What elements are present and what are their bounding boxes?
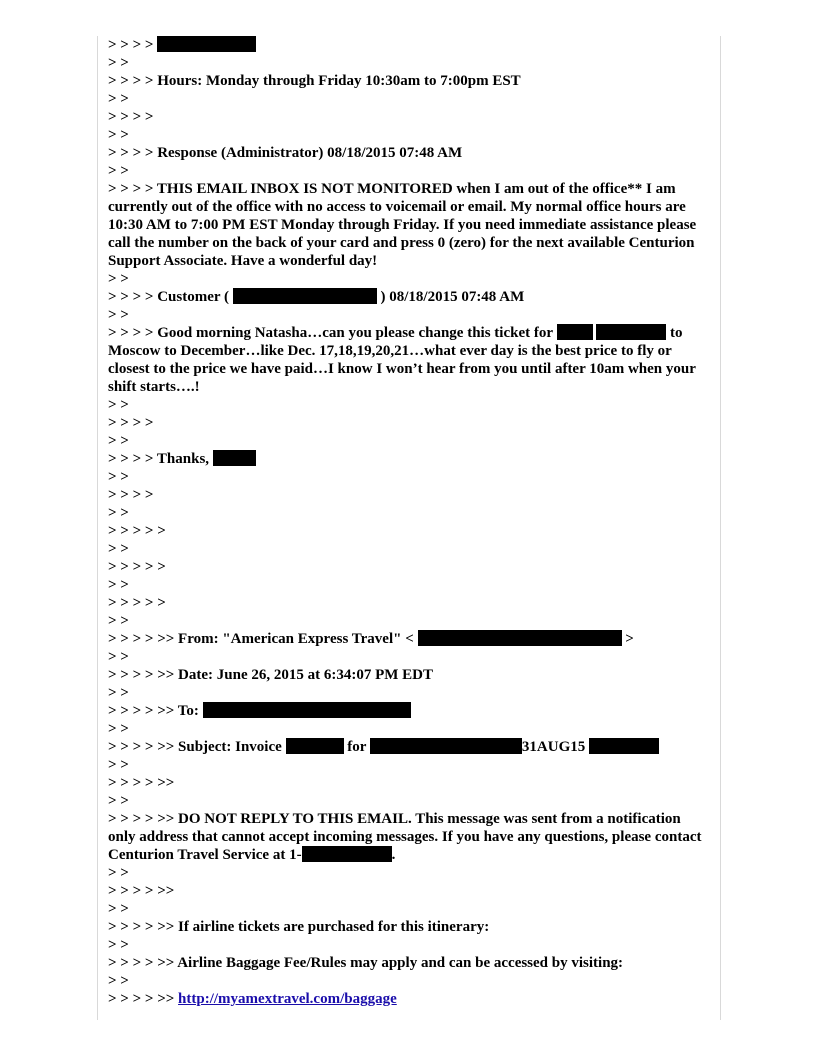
quote-line: > > [108, 577, 129, 593]
quote-line: > > [108, 649, 129, 665]
quote-line: > > [108, 793, 129, 809]
quote-line: > > [108, 271, 129, 287]
quote-line: > > > > > [108, 559, 166, 575]
redaction-block [370, 738, 522, 754]
quote-line: > > > > > [108, 595, 166, 611]
quote-line: > > [108, 433, 129, 449]
redaction-block [286, 738, 344, 754]
do-not-reply-paragraph: > > > > >> DO NOT REPLY TO THIS EMAIL. This message was sent from a notification only address that cannot accept incoming messages. If you have any questions, please contact Centurion Travel Service at 1- . [108, 811, 702, 863]
redaction-block [302, 846, 392, 862]
redaction-block [596, 324, 666, 340]
redaction-block [213, 450, 256, 466]
thanks-line: > > > > Thanks, [108, 450, 708, 468]
quote-line: > > [108, 127, 129, 143]
quote-line: > > [108, 865, 129, 881]
from-line: > > > > >> From: "American Express Travel" < > [108, 631, 634, 647]
redaction-block [589, 738, 659, 754]
quote-line: > > [108, 469, 129, 485]
to-line: > > > > >> To: [108, 702, 708, 720]
quote-line: > > [108, 397, 129, 413]
quote-line: > > [108, 685, 129, 701]
redaction-block [157, 36, 256, 52]
quote-line: > > [108, 163, 129, 179]
quote-line: > > [108, 937, 129, 953]
redaction-block [233, 288, 377, 304]
quote-line: > > [108, 307, 129, 323]
quote-line: > > [108, 55, 129, 71]
response-header: > > > > Response (Administrator) 08/18/2015 07:48 AM [108, 145, 463, 161]
baggage-link[interactable]: http://myamextravel.com/baggage [178, 991, 397, 1007]
quote-line: > > [108, 757, 129, 773]
customer-message: > > > > Good morning Natasha…can you please change this ticket for to Moscow to December…like Dec. 17,18,19,20,21…what ever day is the best price to fly or closest to the price we have paid…I know I won’t hear from you until after 10am when your shift starts….! [108, 325, 696, 395]
subject-line: > > > > >> Subject: Invoice for 31AUG15 [108, 738, 708, 756]
quote-line: > > > > [108, 109, 154, 125]
quote-line: > > [108, 973, 129, 989]
hours-line: > > > > Hours: Monday through Friday 10:30am to 7:00pm EST [108, 73, 521, 89]
email-thread-body [108, 36, 708, 1008]
airline-tickets-line: > > > > >> If airline tickets are purchased for this itinerary: [108, 919, 490, 935]
baggage-fee-line: > > > > >> Airline Baggage Fee/Rules may apply and can be accessed by visiting: [108, 955, 624, 971]
quote-line: > > [108, 91, 129, 107]
date-line: > > > > >> Date: June 26, 2015 at 6:34:07 PM EDT [108, 667, 434, 683]
quote-line: > > > > [108, 487, 154, 503]
redaction-block [418, 630, 622, 646]
customer-header: > > > > Customer ( ) 08/18/2015 07:48 AM [108, 289, 525, 305]
auto-reply-paragraph: > > > > THIS EMAIL INBOX IS NOT MONITORED when I am out of the office** I am currently out of the office with no access to voicemail or email. My normal office hours are 10:30 AM to 7:00 PM EST Monday through Friday. If you need immediate assistance please call the number on the back of your card and press 0 (zero) for the next available Centurion Support Associate. Have a wonderful day! [108, 181, 697, 269]
quote-line: > > [108, 901, 129, 917]
baggage-link-line: > > > > >> http://myamextravel.com/baggage [108, 991, 397, 1007]
quote-line: > > [108, 505, 129, 521]
redaction-block [557, 324, 593, 340]
quote-line: > > > > > [108, 523, 166, 539]
quote-line: > > > > [108, 415, 154, 431]
quote-line: > > > > >> [108, 775, 175, 791]
quote-line: > > > > [108, 36, 708, 54]
redaction-block [203, 702, 411, 718]
quote-line: > > [108, 613, 129, 629]
quote-line: > > [108, 721, 129, 737]
quote-line: > > [108, 541, 129, 557]
quote-line: > > > > >> [108, 883, 175, 899]
